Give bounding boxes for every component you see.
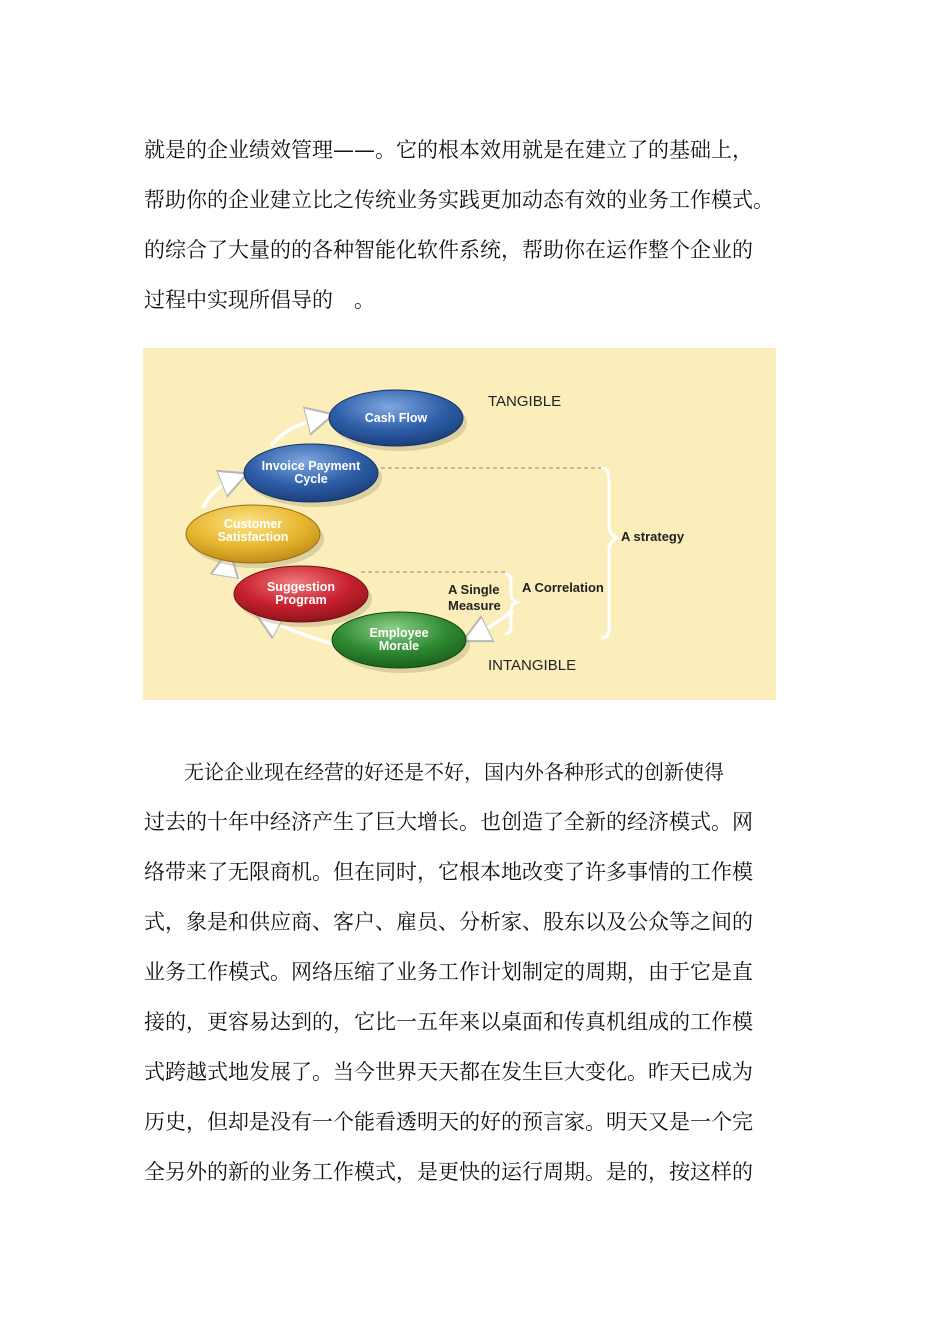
suggestion-label: Suggestion [266, 580, 336, 594]
program-label: Program [275, 593, 327, 607]
paragraph-body [144, 747, 804, 1197]
single-measure-line2: Measure [448, 598, 501, 613]
tangible-label: TANGIBLE [488, 393, 562, 410]
text-line: 的综合了大量的的各种智能化软件系统，帮助你在运作整个企业的 [144, 238, 753, 262]
employee-morale-node [332, 612, 470, 673]
diagram-canvas [143, 348, 776, 700]
single-measure-line1: A Single [448, 582, 500, 597]
correlation-brace [505, 574, 517, 634]
strategy-brace [601, 468, 617, 638]
text-line: 式跨越式地发展了。当今世界天天都在发生巨大变化。昨天已成为 [144, 1060, 753, 1084]
paragraph-intro [144, 125, 804, 325]
invoice-cycle-label: Cycle [294, 472, 328, 486]
cycle-arrow [271, 416, 327, 446]
text-line: 全另外的新的业务工作模式，是更快的运行周期。是的，按这样的 [144, 1160, 753, 1184]
correlation-label: A Correlation [522, 580, 604, 595]
cash-flow-node [329, 390, 467, 451]
strategy-label: A strategy [621, 529, 685, 544]
text-line: 就是的企业绩效管理——。它的根本效用就是在建立了的基础上， [144, 138, 753, 162]
customer-label: Customer [223, 517, 283, 531]
text-line: 过去的十年中经济产生了巨大增长。也创造了全新的经济模式。网 [144, 810, 753, 834]
performance-cycle-diagram [143, 348, 776, 700]
morale-label: Morale [378, 639, 420, 653]
customer-satisfaction-node [186, 505, 324, 568]
suggestion-program-node [234, 566, 372, 627]
text-line: 络带来了无限商机。但在同时，它根本地改变了许多事情的工作模 [144, 860, 753, 884]
text-line: 历史，但却是没有一个能看透明天的好的预言家。明天又是一个完 [144, 1110, 753, 1134]
text-line: 帮助你的企业建立比之传统业务实践更加动态有效的业务工作模式。 [144, 188, 774, 212]
invoice-payment-node [244, 444, 382, 507]
text-line: 式，象是和供应商、客户、雇员、分析家、股东以及公众等之间的 [144, 910, 753, 934]
cycle-arrow [203, 476, 241, 508]
satisfaction-label-text: Satisfaction [217, 530, 289, 544]
invoice-payment-label: Invoice Payment [261, 459, 361, 473]
text-line: 接的，更容易达到的，它比一五年来以桌面和传真机组成的工作模 [144, 1010, 753, 1034]
text-line: 业务工作模式。网络压缩了业务工作计划制定的周期，由于它是直 [144, 960, 753, 984]
employee-label: Employee [369, 626, 429, 640]
cash-flow-label: Cash Flow [364, 411, 428, 425]
intangible-label: INTANGIBLE [488, 657, 577, 674]
text-line: 过程中实现所倡导的 。 [144, 288, 375, 312]
text-line-first: 无论企业现在经营的好还是不好，国内外各种形式的创新使得 [184, 760, 724, 784]
